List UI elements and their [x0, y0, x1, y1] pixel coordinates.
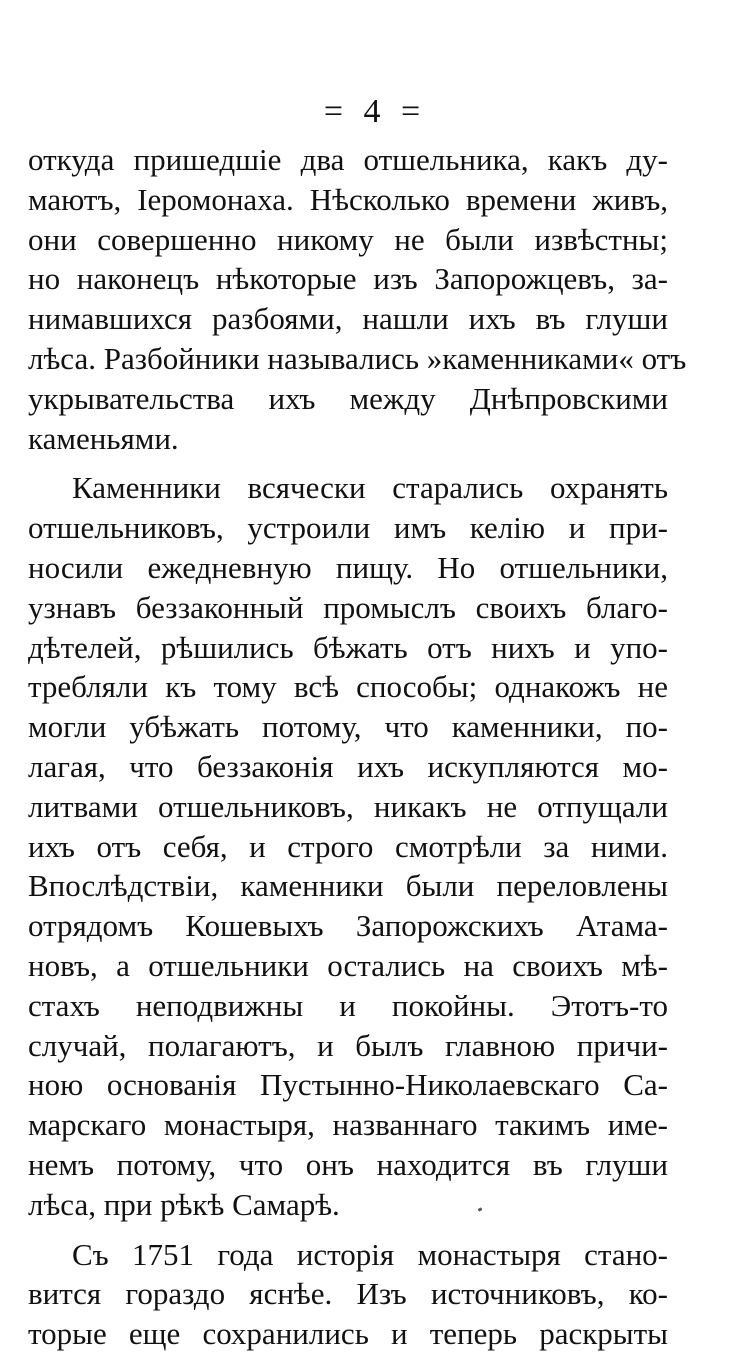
text-line: Впослѣдствіи, каменники были переловлены: [28, 868, 668, 904]
text-line: лѣса, при рѣкѣ Самарѣ.: [28, 1186, 340, 1222]
text-line: немъ потому, что онъ находится въ глуши: [28, 1146, 668, 1182]
text-line: Съ 1751 года исторія монастыря стано-: [72, 1236, 668, 1272]
page-number-header: = 4 =: [323, 93, 427, 130]
text-line: маютъ, Іеромонаха. Нѣсколько времени живъ,: [28, 181, 668, 217]
text-line: откуда пришедшіе два отшельника, какъ ду-: [28, 142, 668, 177]
text-line: они совершенно никому не были извѣстны;: [28, 221, 668, 257]
text-line: лагая, что беззаконія ихъ искупляются мо-: [28, 748, 668, 784]
text-line: требляли къ тому всѣ способы; однакожъ не: [28, 669, 668, 705]
text-line: марскаго монастыря, названнаго такимъ име-: [28, 1107, 668, 1143]
text-line: ною основанія Пустынно-Николаевскаго Са-: [28, 1067, 668, 1103]
text-line: укрывательства ихъ между Днѣпровскими: [28, 380, 668, 416]
text-line: стахъ неподвижны и покойны. Этотъ-то: [28, 987, 668, 1023]
page-body: [28, 140, 687, 1354]
text-line: носили ежедневную пищу. Но отшельники,: [28, 549, 668, 585]
text-line: но наконецъ нѣкоторые изъ Запорожцевъ, за-: [28, 261, 668, 297]
text-line: каменьями.: [28, 420, 179, 456]
text-line: ихъ отъ себя, и строго смотрѣли за ними.: [28, 828, 668, 864]
text-line: случай, полагаютъ, и былъ главною причи-: [28, 1027, 668, 1063]
text-line: дѣтелей, рѣшились бѣжать отъ нихъ и упо-: [28, 629, 668, 665]
text-line: литвами отшельниковъ, никакъ не отпущали: [28, 788, 668, 824]
text-line: Каменники всячески старались охранять: [72, 470, 668, 506]
text-line: могли убѣжать потому, что каменники, по-: [28, 709, 668, 745]
text-line: отшельниковъ, устроили имъ келію и при-: [28, 510, 668, 546]
paragraph-1: [28, 140, 687, 458]
text-line: торые еще сохранились и теперь раскрыты: [28, 1316, 668, 1352]
text-line: новъ, а отшельники остались на своихъ мѣ-: [28, 947, 668, 983]
text-line: узнавъ беззаконный промыслъ своихъ благо-: [28, 589, 668, 625]
text-line: вится гораздо яснѣе. Изъ источниковъ, ко-: [28, 1276, 668, 1312]
text-line: отрядомъ Кошевыхъ Запорожскихъ Атама-: [28, 908, 668, 944]
text-line: лѣса. Разбойники назывались »каменниками« отъ: [28, 340, 687, 376]
paragraph-2: [28, 468, 668, 1224]
paragraph-3: [28, 1235, 668, 1354]
text-line: нимавшихся разбоями, нашли ихъ въ глуши: [28, 301, 668, 337]
